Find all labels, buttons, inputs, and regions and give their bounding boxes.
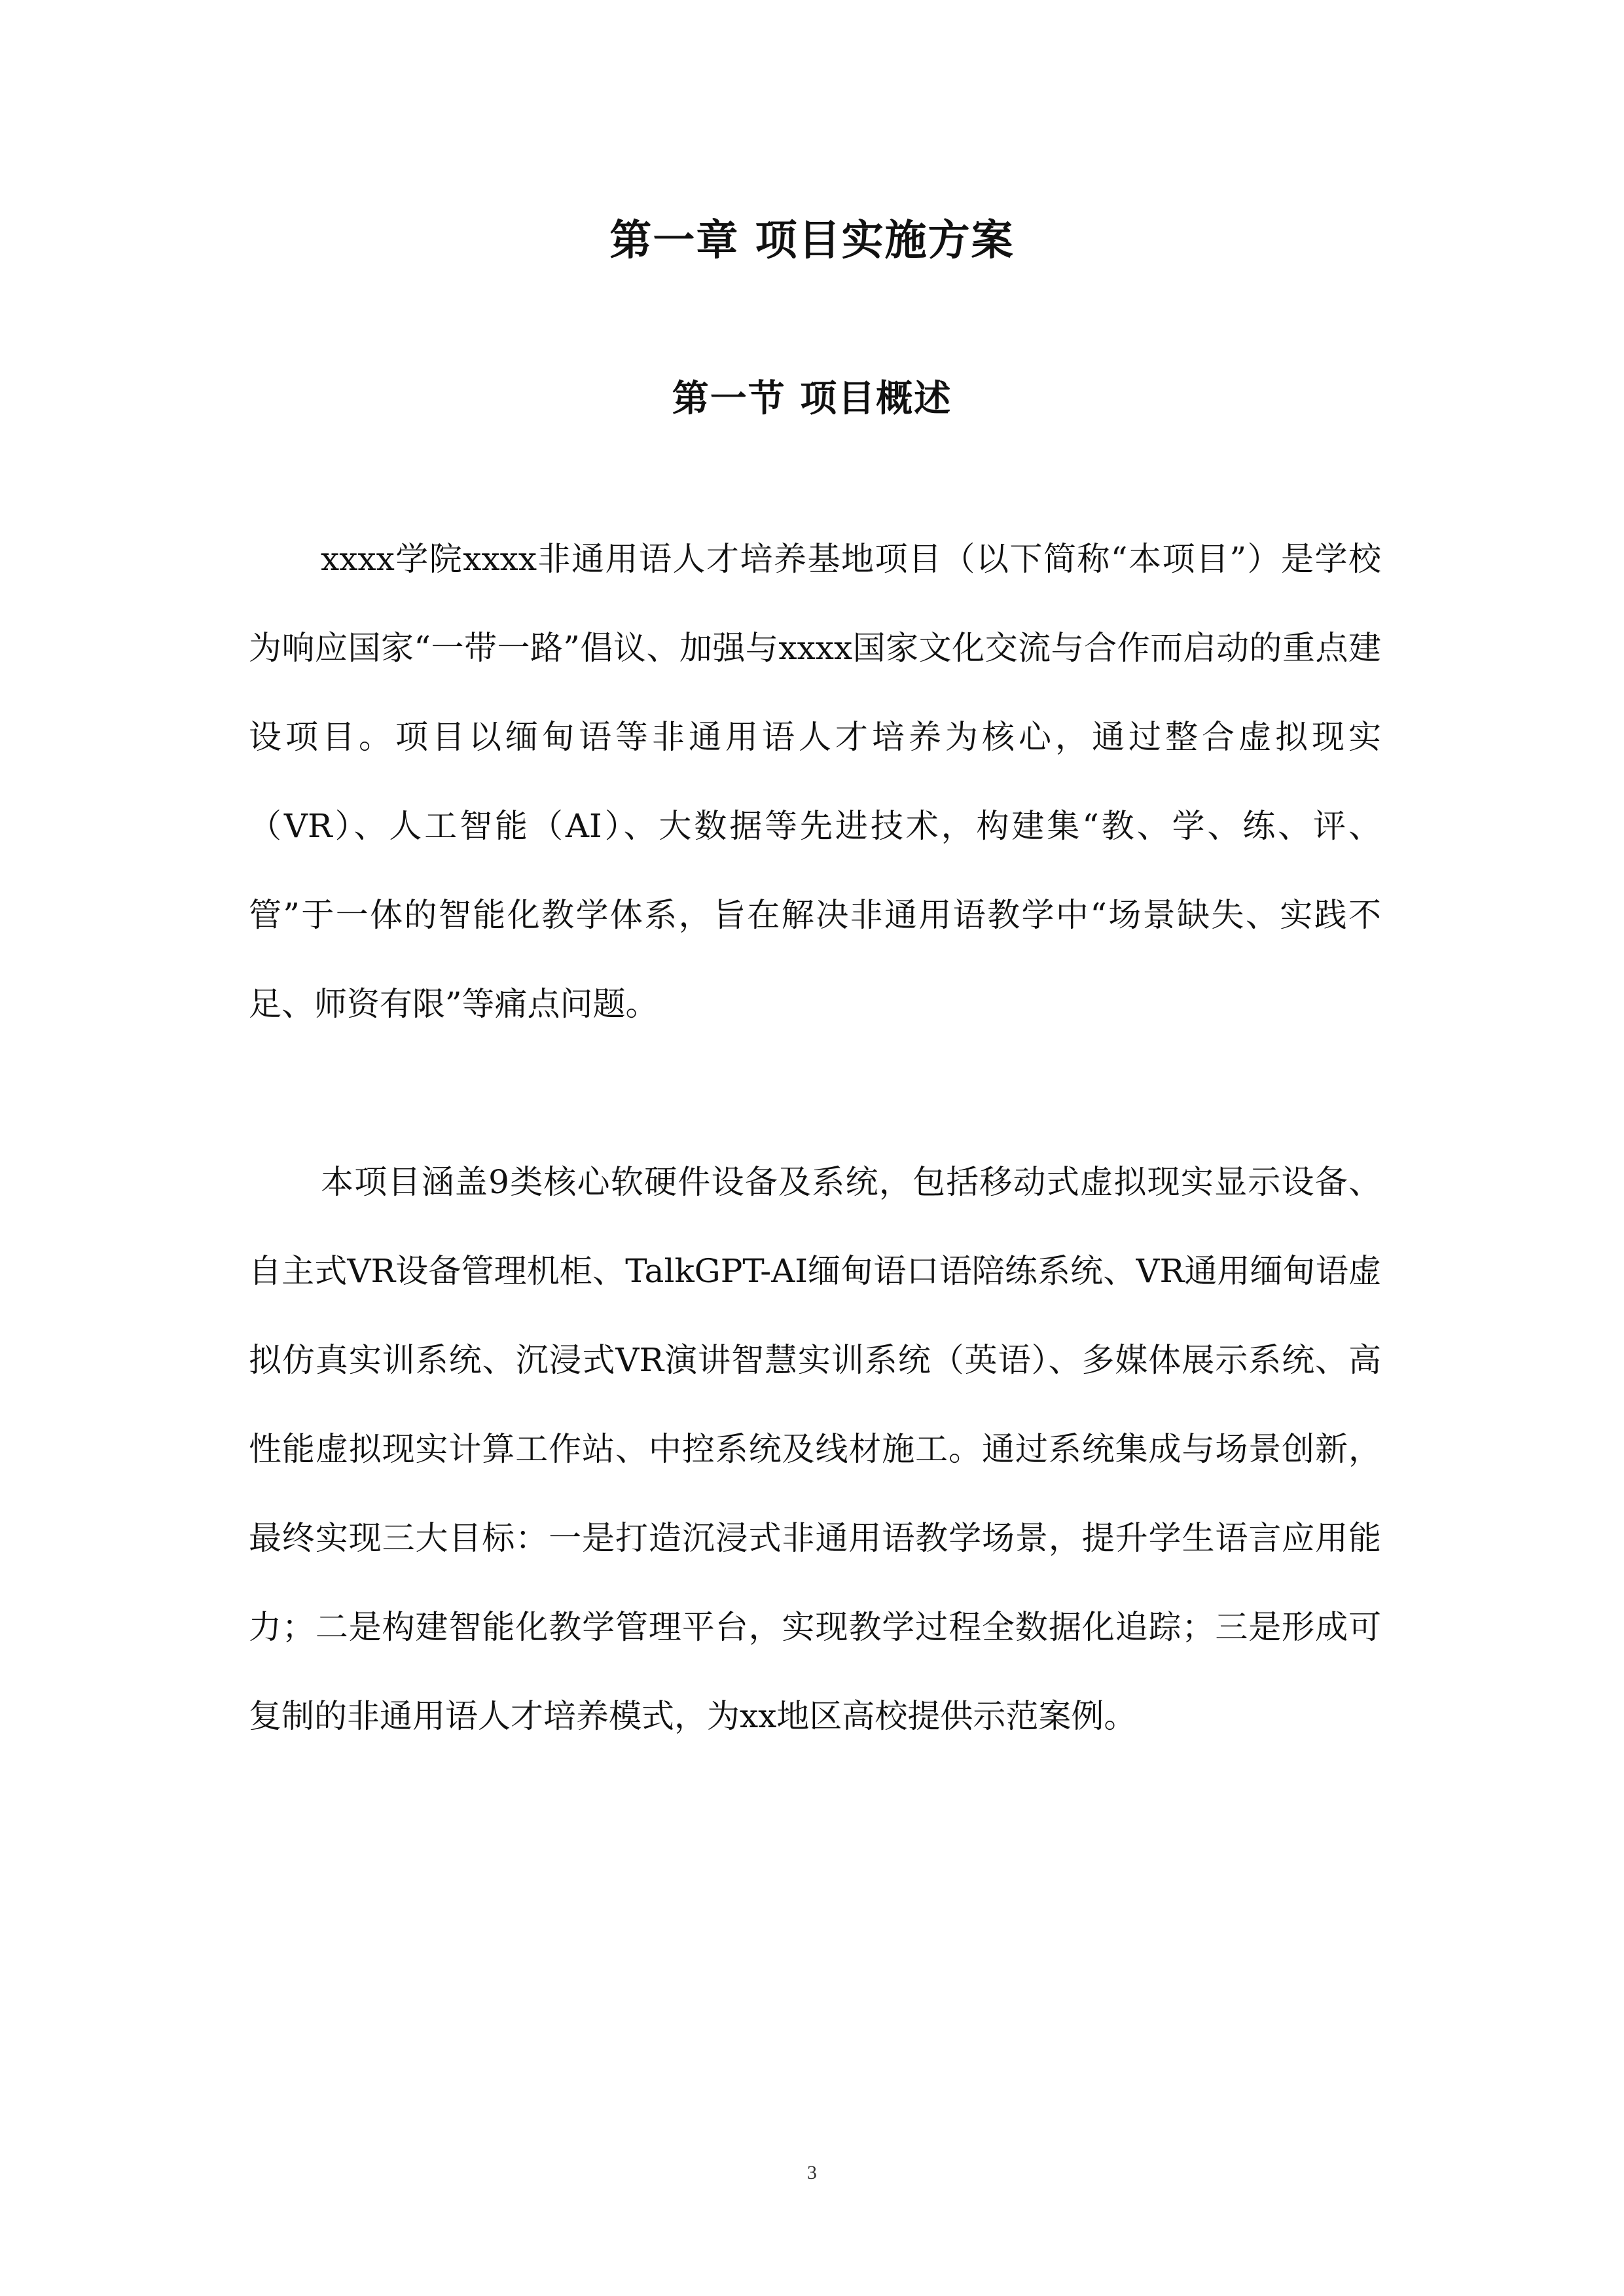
page-number: 3 bbox=[807, 2162, 817, 2183]
section-title: 第一节 项目概述 bbox=[672, 378, 952, 420]
body-paragraph-2: 本项目涵盖9类核心软硬件设备及系统，包括移动式虚拟现实显示设备、自主式VR设备管理机柜、TalkGPT-AI缅甸语口语陪练系统、VR通用缅甸语虚拟仿真实训系统、沉浸式VR演讲智慧实训系统（英语）、多媒体展示系统、高性能虚拟现实计算工作站、中控系统及线材施工。通过系统集成与场景创新，最终实现三大目标：一是打造沉浸式非通用语教学场景，提升学生语言应用能力；二是构建智能化教学管理平台，实现教学过程全数据化追踪；三是形成可复制的非通用语人才培养模式，为xx地区高校提供示范案例。 bbox=[249, 1163, 1381, 1735]
chapter-title: 第一章 项目实施方案 bbox=[609, 217, 1015, 265]
body-paragraph-1: xxxx学院xxxx非通用语人才培养基地项目（以下简称“本项目”）是学校为响应国家“一带一路”倡议、加强与xxxx国家文化交流与合作而启动的重点建设项目。项目以缅甸语等非通用语人才培养为核心，通过整合虚拟现实（VR）、人工智能（AI）、大数据等先进技术，构建集“教、学、练、评、管”于一体的智能化教学体系，旨在解决非通用语教学中“场景缺失、实践不足、师资有限”等痛点问题。 bbox=[249, 540, 1381, 1023]
